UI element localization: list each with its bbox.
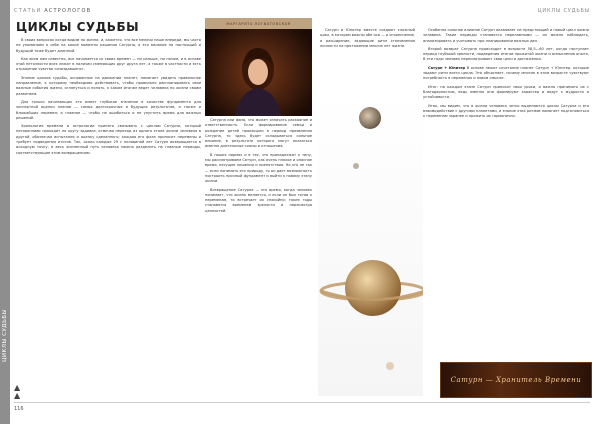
paragraph-text: В основе лежит сочетание планет Сатурн + Юпитер, которые задают ритм всего цикла. Это объясняет, почему многие в этом возрасте чувствуют потребность в переменах и новом смысле. bbox=[423, 65, 589, 81]
page-number: 116 bbox=[14, 406, 24, 412]
column-4 bbox=[423, 28, 589, 358]
author-photo bbox=[205, 18, 312, 116]
column-1 bbox=[16, 38, 201, 398]
author-name: МАРГАРИТА ЛОГВАТОВСКАЯ bbox=[205, 18, 312, 29]
paragraph: Сатурна или фаза, что может означать раскаяние и ответственность. Если формирование семьи и рождение детей произошли в период проявления Сатурна, то здесь будет складываться сильное влияние, в результате которого могут оказаться именно длительные союзы и отношения. bbox=[205, 118, 312, 149]
author-portrait-icon bbox=[205, 18, 312, 116]
promo-banner bbox=[440, 362, 592, 398]
paragraph: Итак, мы видим, что в жизни человека четко выделяются циклы Сатурна и его взаимодействие с другими планетами, и знание этих ритмов помогает подготовиться к переменам заранее и прожить их гармонично. bbox=[423, 103, 589, 119]
paragraph: Особенно сильное влияние Сатурн оказывает на предстоящий и новый цикл жизни человека. Такие периоды становятся переломными — их можно наблюдать, анализировать и учитывать при планировании важных дел. bbox=[423, 28, 589, 43]
paragraph: Возвращение Сатурна — это время, когда человек понимает, что жизнь меняется, и если он был готов к переменам, то встречает их спокойно; такие годы становятся временем зрелости и пересмотра ценностей. bbox=[205, 187, 312, 213]
paragraph: Знание циклов судьбы, основанных на движении планет, помогает увидеть правильное направление, к которому необходимо действовать, чтобы правильно распланировать свои важные события жизни, оглянуться и понять, к каким итогам ведет человека по жизни своим развитием. bbox=[16, 75, 201, 96]
paragraph: Итог: на каждом этапе Сатурн приносит свои уроки, и важно принимать их с благодарностью, ведь именно они формируют характер и ведут к мудрости и устойчивости. bbox=[423, 84, 589, 100]
article-title: ЦИКЛЫ СУДЬБЫ bbox=[16, 20, 140, 34]
paragraph: Второй возврат Сатурна происходит в возрасте 58,5—60 лет, когда наступает период глубокой зрелости, подведения итогов прожитой жизни и осмысления опыта. В эти годы человек пересматривает свои цели и достижения. bbox=[423, 46, 589, 62]
side-label bbox=[0, 250, 10, 420]
header-prefix: СТАТЬИ bbox=[14, 8, 42, 14]
paragraph: Хронология времени в астрологии принято связывать с циклом Сатурна, который неторопливо проходит по кругу зодиака, отмечая переход из одного этапа жизни человека в другой, обозначая испытания и оценку сделанного; каждая его фаза приносит перемены и требует подведения итогов. Так, около каждые 29 с половиной лет Сатурн возвращается в исходную точку, и весь жизненный путь человека можно разделить на главные периоды, соответствующие этим возвращениям. bbox=[16, 124, 201, 155]
saturn-illustration-icon bbox=[318, 96, 423, 396]
header-section bbox=[14, 8, 91, 14]
paragraph bbox=[423, 66, 589, 82]
planets-illustration bbox=[318, 96, 423, 396]
paragraph: В своих вопросах когда видим по жизни, и, кажется, что все мелочи наше впереди, мы часто не упоминаем о себе на какие моменты решения Сатурна, а его влияние на настоящий и будущий тоже будет длинный. bbox=[16, 38, 201, 53]
header-running-title: ЦИКЛЫ СУДЬБЫ bbox=[537, 8, 590, 14]
header-section-name: АСТРОЛОГОВ bbox=[44, 8, 92, 14]
column-2 bbox=[205, 118, 312, 390]
paragraph: В наших нормах и в тех, что принадлежат к типу, мы рассматриваем Сатурн, как очень плохое и опасное время, несущее лишения и препятствия. Но это не так — если понимать его природу, то он дает возможность построить прочный фундамент и выйти к новому этапу жизни. bbox=[205, 152, 312, 184]
banner-text: Сатурн — Хранитель Времени bbox=[450, 376, 582, 384]
side-label-text: ЦИКЛЫ СУДЬБЫ bbox=[2, 308, 8, 362]
paragraph: Для только начинающих это имеет глубокое значение в качестве фундамента для экспертной оценки планов — самых долгосрочных и будущих результатов, а также и ближайших перемен; а главное — чтобы не ошибиться и не упустить время для важных решений. bbox=[16, 99, 201, 120]
column-3-top bbox=[320, 28, 415, 94]
decorative-arrows-icon: ▲ ▲ bbox=[14, 383, 22, 400]
paragraph: Как всем нам известно, все начинается со своих времен — ни раньше, ни позже, и в основе этой неточности всех лежат в наличии сменяющих друг друга лет, а также в частности и есть отражение чувства «опоздавшего». bbox=[16, 56, 201, 72]
highlighted-planets: Сатурн + Юпитер bbox=[428, 65, 466, 70]
footer-divider bbox=[14, 402, 590, 403]
paragraph: Сатурн и Юпитер вместе создают сложный цикл, в котором важны обе оси — и ограничение, и расширение, задающие ритм становления личности на протяжении многих лет жизни. bbox=[320, 28, 415, 48]
